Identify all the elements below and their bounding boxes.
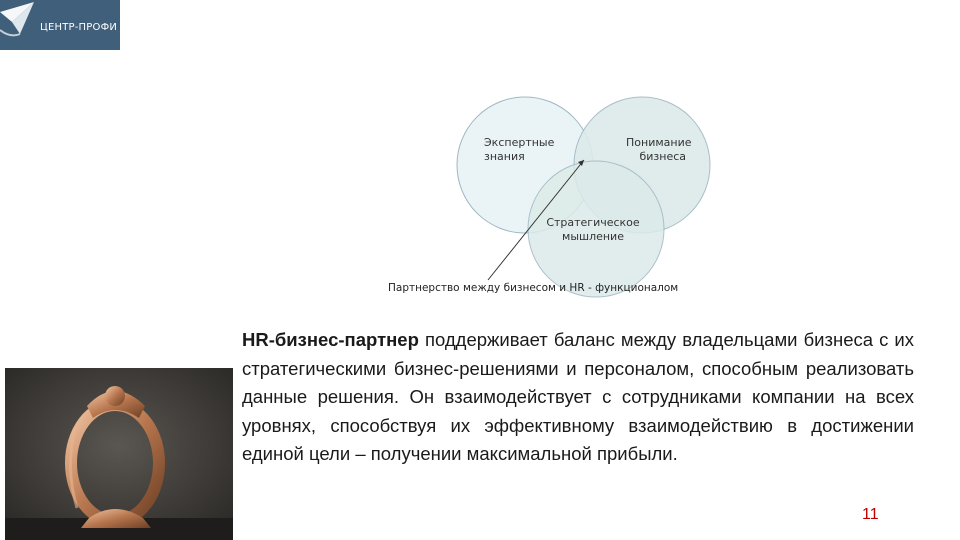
paper-plane-icon bbox=[0, 0, 40, 50]
lead-term: HR-бизнес-партнер bbox=[242, 329, 419, 350]
paragraph-body: поддерживает баланс между владельцами бизнеса с их стратегическими бизнес-решениями и персоналом, способным реализовать данные решения. Он взаимодействует с сотрудниками компании на всех уровнях, способствуя их эффективному взаимодействию в достижении единой цели – получении максимальной прибыли. bbox=[242, 329, 914, 464]
label-business-understanding: Понимание бизнеса bbox=[626, 136, 692, 163]
main-paragraph bbox=[242, 326, 914, 469]
sculpture-photo bbox=[5, 368, 233, 540]
page-number: 11 bbox=[862, 506, 879, 523]
label-expert-knowledge: Экспертные знания bbox=[484, 136, 555, 163]
diagram-caption: Партнерство между бизнесом и HR - функционалом bbox=[388, 282, 679, 294]
venn-circles bbox=[380, 90, 760, 305]
label-strategic-thinking: Стратегическое мышление bbox=[546, 216, 640, 243]
venn-diagram bbox=[380, 90, 760, 305]
logo-text: ЦЕНТР-ПРОФИ bbox=[40, 22, 118, 33]
bronze-ring-sculpture-icon bbox=[5, 368, 233, 540]
company-logo bbox=[0, 0, 120, 50]
